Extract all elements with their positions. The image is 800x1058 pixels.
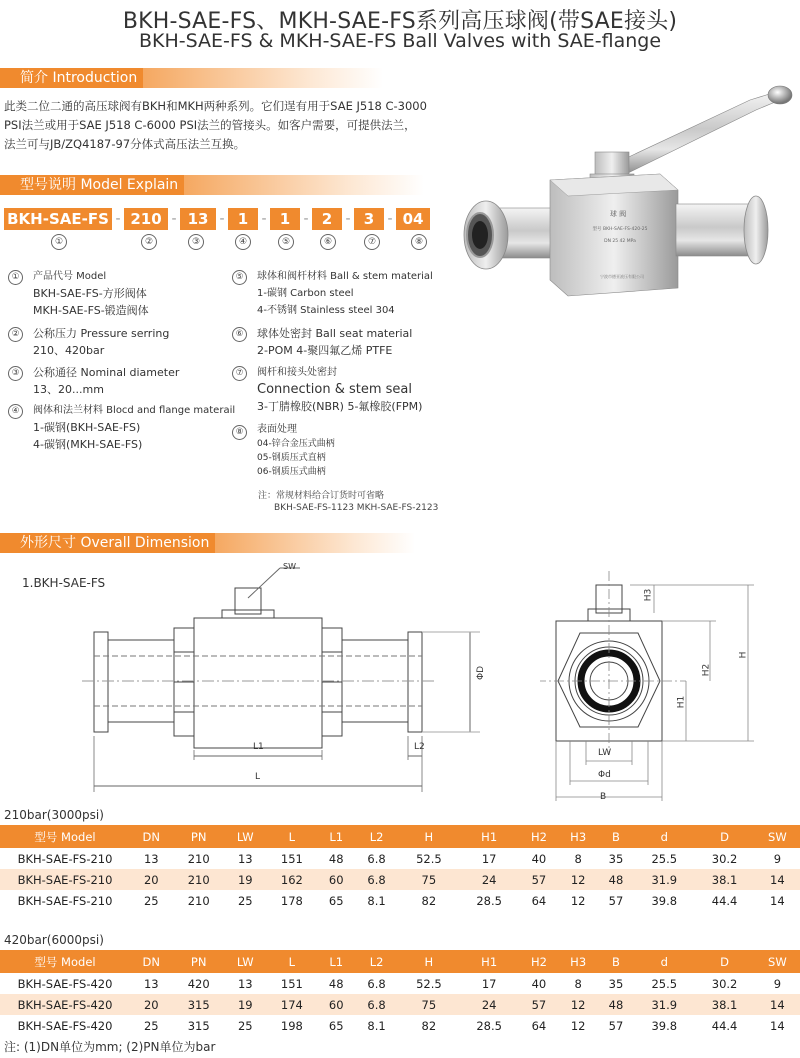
label-h3: H3: [643, 588, 654, 602]
table-cell: 75: [399, 994, 459, 1015]
table-body: [0, 973, 800, 1036]
table-header-row: [0, 825, 800, 848]
table-cell: 12: [559, 1015, 598, 1036]
table-cell: 13: [225, 973, 266, 994]
item-number: ③: [8, 366, 23, 381]
col-header: H1: [459, 950, 519, 973]
col-header: DN: [130, 825, 173, 848]
table-cell: 13: [130, 973, 173, 994]
section-header-model: [0, 175, 424, 195]
model-code-part: 210: [124, 208, 168, 230]
table-cell: 44.4: [694, 890, 754, 911]
table-cell: BKH-SAE-FS-210: [0, 890, 130, 911]
table-cell: 52.5: [399, 848, 459, 869]
section-title-dimension: 外形尺寸 Overall Dimension: [16, 533, 215, 553]
col-header: PN: [173, 825, 225, 848]
table-cell: 20: [130, 994, 173, 1015]
table-cell: BKH-SAE-FS-210: [0, 848, 130, 869]
table-cell: 9: [755, 848, 800, 869]
section-title-model: 型号说明 Model Explain: [16, 175, 184, 195]
item-number: ④: [8, 404, 23, 419]
table-header-row: [0, 950, 800, 973]
col-header: H3: [559, 950, 598, 973]
item-diameter: 公称通径 Nominal diameter 13、20...mm: [33, 366, 180, 396]
table-cell: 35: [598, 848, 634, 869]
label-l1: L1: [253, 742, 264, 752]
col-header: H2: [519, 825, 558, 848]
item-number: ⑥: [232, 327, 247, 342]
item-body-material: 阀体和法兰材料 Blocd and flange materail 1-碳钢(BKH-SAE-FS) 4-碳钢(MKH-SAE-FS): [33, 405, 236, 451]
marker-1: ①: [51, 234, 67, 250]
ball-valve-photo: [450, 70, 800, 310]
table-cell: 28.5: [459, 1015, 519, 1036]
table-cell: 82: [399, 890, 459, 911]
table-cell: 14: [755, 869, 800, 890]
col-header: B: [598, 825, 634, 848]
col-header: L2: [354, 950, 398, 973]
table-cell: 25: [130, 890, 173, 911]
plate-text: 宁波市德亚液压有限公司: [600, 274, 644, 279]
label-l: L: [255, 772, 261, 782]
table-cell: 162: [266, 869, 318, 890]
marker-2: ②: [141, 234, 157, 250]
table-cell: 24: [459, 869, 519, 890]
table-cell: 64: [519, 1015, 558, 1036]
table-caption-420: 420bar(6000psi): [4, 933, 104, 947]
item-model: 产品代号 Model BKH-SAE-FS-方形阀体 MKH-SAE-FS-锻造阀体: [33, 271, 149, 317]
table-cell: 151: [266, 973, 318, 994]
item-seal: 阀杆和接头处密封 Connection & stem seal 3-丁腈橡胶(NBR) 5-氟橡胶(FPM): [257, 367, 423, 413]
table-cell: 75: [399, 869, 459, 890]
table-cell: 65: [318, 890, 354, 911]
table-cell: 19: [225, 994, 266, 1015]
table-cell: 48: [598, 869, 634, 890]
table-row: [0, 869, 800, 890]
spec-table-420: [0, 950, 800, 1036]
label-phi-d-big: ΦD: [476, 665, 487, 681]
table-cell: 12: [559, 869, 598, 890]
table-cell: 44.4: [694, 1015, 754, 1036]
col-header: PN: [173, 950, 225, 973]
intro-line: PSI法兰或用于SAE J518 C-6000 PSI法兰的管接头。如客户需要，可提供法兰，: [4, 118, 416, 132]
item-surface: 表面处理 04-锌合金压式曲柄 05-钢质压式直柄 06-钢质压式曲柄: [257, 424, 335, 477]
model-note: 注：常规材料给合订货时可省略: [258, 491, 385, 501]
table-cell: 64: [519, 890, 558, 911]
front-view-drawing: [540, 565, 770, 805]
table-cell: 39.8: [634, 1015, 694, 1036]
table-cell: 24: [459, 994, 519, 1015]
label-lw: LW: [598, 748, 612, 758]
table-cell: 57: [598, 1015, 634, 1036]
model-code-part: BKH-SAE-FS: [4, 208, 112, 230]
table-cell: 25: [130, 1015, 173, 1036]
model-code-part: 13: [180, 208, 216, 230]
marker-6: ⑥: [320, 234, 336, 250]
table-cell: 12: [559, 890, 598, 911]
col-header: LW: [225, 950, 266, 973]
table-cell: 178: [266, 890, 318, 911]
model-code-part: 1: [270, 208, 300, 230]
table-cell: 19: [225, 869, 266, 890]
item-seat-material: 球体处密封 Ball seat material 2-POM 4-聚四氟乙烯 PTFE: [257, 327, 413, 357]
col-header: 型号 Model: [0, 950, 130, 973]
table-cell: 57: [519, 994, 558, 1015]
table-body: [0, 848, 800, 911]
table-cell: 8: [559, 848, 598, 869]
section-header-intro: [0, 68, 383, 88]
table-row: [0, 973, 800, 994]
marker-7: ⑦: [364, 234, 380, 250]
page-title-cn: BKH-SAE-FS、MKH-SAE-FS系列高压球阀(带SAE接头): [122, 9, 678, 34]
table-cell: 30.2: [694, 973, 754, 994]
section-title-intro: 简介 Introduction: [16, 68, 143, 88]
model-note-example: BKH-SAE-FS-1123 MKH-SAE-FS-2123: [274, 503, 439, 513]
plate-text: 球 阀: [609, 210, 627, 218]
label-phi-d-small: Φd: [598, 770, 611, 780]
col-header: H1: [459, 825, 519, 848]
col-header: LW: [225, 825, 266, 848]
table-cell: BKH-SAE-FS-420: [0, 994, 130, 1015]
col-header: H: [399, 825, 459, 848]
col-header: DN: [130, 950, 173, 973]
table-cell: 14: [755, 890, 800, 911]
table-cell: 48: [598, 994, 634, 1015]
table-cell: 28.5: [459, 890, 519, 911]
table-cell: 315: [173, 994, 225, 1015]
model-code-part: 1: [228, 208, 258, 230]
label-b: B: [600, 792, 607, 802]
table-cell: BKH-SAE-FS-420: [0, 973, 130, 994]
table-cell: 6.8: [354, 848, 398, 869]
table-cell: 315: [173, 1015, 225, 1036]
table-cell: 14: [755, 1015, 800, 1036]
table-cell: 35: [598, 973, 634, 994]
table-caption-210: 210bar(3000psi): [4, 808, 104, 822]
table-cell: 31.9: [634, 869, 694, 890]
item-number: ①: [8, 270, 23, 285]
plate-text: DN 25 42 MPa: [604, 239, 636, 244]
col-header: L1: [318, 825, 354, 848]
col-header: 型号 Model: [0, 825, 130, 848]
item-number: ⑧: [232, 425, 247, 440]
table-cell: 65: [318, 1015, 354, 1036]
table-cell: 60: [318, 994, 354, 1015]
table-cell: 40: [519, 848, 558, 869]
table-cell: 48: [318, 848, 354, 869]
col-header: L1: [318, 950, 354, 973]
model-code-part: 3: [354, 208, 384, 230]
footnote: 注: (1)DN单位为mm; (2)PN单位为bar: [4, 1040, 216, 1054]
marker-8: ⑧: [411, 234, 427, 250]
marker-4: ④: [235, 234, 251, 250]
item-number: ②: [8, 327, 23, 342]
col-header: D: [694, 825, 754, 848]
table-cell: BKH-SAE-FS-420: [0, 1015, 130, 1036]
table-cell: 420: [173, 973, 225, 994]
table-cell: 13: [225, 848, 266, 869]
table-cell: 25: [225, 890, 266, 911]
plate-text: 型号 BKH-SAE-FS-420-25: [592, 227, 648, 232]
table-cell: 25.5: [634, 848, 694, 869]
table-cell: 151: [266, 848, 318, 869]
marker-5: ⑤: [278, 234, 294, 250]
table-cell: 20: [130, 869, 173, 890]
col-header: L: [266, 825, 318, 848]
model-code-part: 2: [312, 208, 342, 230]
table-cell: 13: [130, 848, 173, 869]
table-row: [0, 890, 800, 911]
marker-3: ③: [188, 234, 204, 250]
table-cell: 8.1: [354, 890, 398, 911]
table-cell: 39.8: [634, 890, 694, 911]
col-header: d: [634, 950, 694, 973]
table-cell: 6.8: [354, 994, 398, 1015]
table-cell: 17: [459, 973, 519, 994]
label-h: H: [738, 651, 749, 659]
table-cell: 6.8: [354, 869, 398, 890]
table-cell: 31.9: [634, 994, 694, 1015]
col-header: SW: [755, 950, 800, 973]
item-number: ⑦: [232, 366, 247, 381]
item-ball-material: 球体和阀杆材料 Ball & stem material 1-碳钢 Carbon steel 4-不锈钢 Stainless steel 304: [257, 271, 433, 316]
item-pressure: 公称压力 Pressure serring 210、420bar: [33, 327, 170, 357]
col-header: SW: [755, 825, 800, 848]
table-row: [0, 1015, 800, 1036]
table-row: [0, 848, 800, 869]
table-cell: 40: [519, 973, 558, 994]
item-number: ⑤: [232, 270, 247, 285]
table-cell: BKH-SAE-FS-210: [0, 869, 130, 890]
col-header: L2: [354, 825, 398, 848]
section-header-dimension: [0, 533, 415, 553]
table-cell: 8.1: [354, 1015, 398, 1036]
table-cell: 14: [755, 994, 800, 1015]
intro-line: 此类二位二通的高压球阀有BKH和MKH两种系列。它们逞有用于SAE J518 C-3000: [4, 99, 427, 113]
model-code-part: 04: [396, 208, 430, 230]
table-cell: 48: [318, 973, 354, 994]
table-cell: 38.1: [694, 869, 754, 890]
intro-text: [4, 97, 444, 154]
table-cell: 12: [559, 994, 598, 1015]
col-header: B: [598, 950, 634, 973]
table-cell: 30.2: [694, 848, 754, 869]
col-header: d: [634, 825, 694, 848]
table-cell: 210: [173, 848, 225, 869]
table-cell: 57: [598, 890, 634, 911]
table-cell: 25.5: [634, 973, 694, 994]
label-sw: SW: [283, 562, 296, 571]
col-header: H3: [559, 825, 598, 848]
table-cell: 38.1: [694, 994, 754, 1015]
intro-line: 法兰可与JB/ZQ4187-97分体式高压法兰互换。: [4, 137, 246, 151]
label-h1: H1: [676, 695, 687, 709]
col-header: D: [694, 950, 754, 973]
table-cell: 198: [266, 1015, 318, 1036]
model-code: BKH-SAE-FS - 210 - 13 - 1 - 1 - 2 - 3 - 04: [4, 208, 430, 230]
table-cell: 6.8: [354, 973, 398, 994]
table-cell: 210: [173, 890, 225, 911]
col-header: H2: [519, 950, 558, 973]
col-header: L: [266, 950, 318, 973]
table-cell: 17: [459, 848, 519, 869]
table-cell: 210: [173, 869, 225, 890]
col-header: H: [399, 950, 459, 973]
table-cell: 60: [318, 869, 354, 890]
table-cell: 57: [519, 869, 558, 890]
table-cell: 9: [755, 973, 800, 994]
label-l2: L2: [414, 742, 425, 752]
label-h2: H2: [701, 663, 712, 677]
drawing-label: 1.BKH-SAE-FS: [22, 576, 106, 590]
table-cell: 82: [399, 1015, 459, 1036]
spec-table-210: [0, 825, 800, 911]
side-view-drawing: [80, 560, 500, 800]
table-cell: 8: [559, 973, 598, 994]
table-cell: 25: [225, 1015, 266, 1036]
table-cell: 174: [266, 994, 318, 1015]
table-cell: 52.5: [399, 973, 459, 994]
page-title-en: BKH-SAE-FS & MKH-SAE-FS Ball Valves with SAE-flange: [138, 30, 662, 52]
table-row: [0, 994, 800, 1015]
